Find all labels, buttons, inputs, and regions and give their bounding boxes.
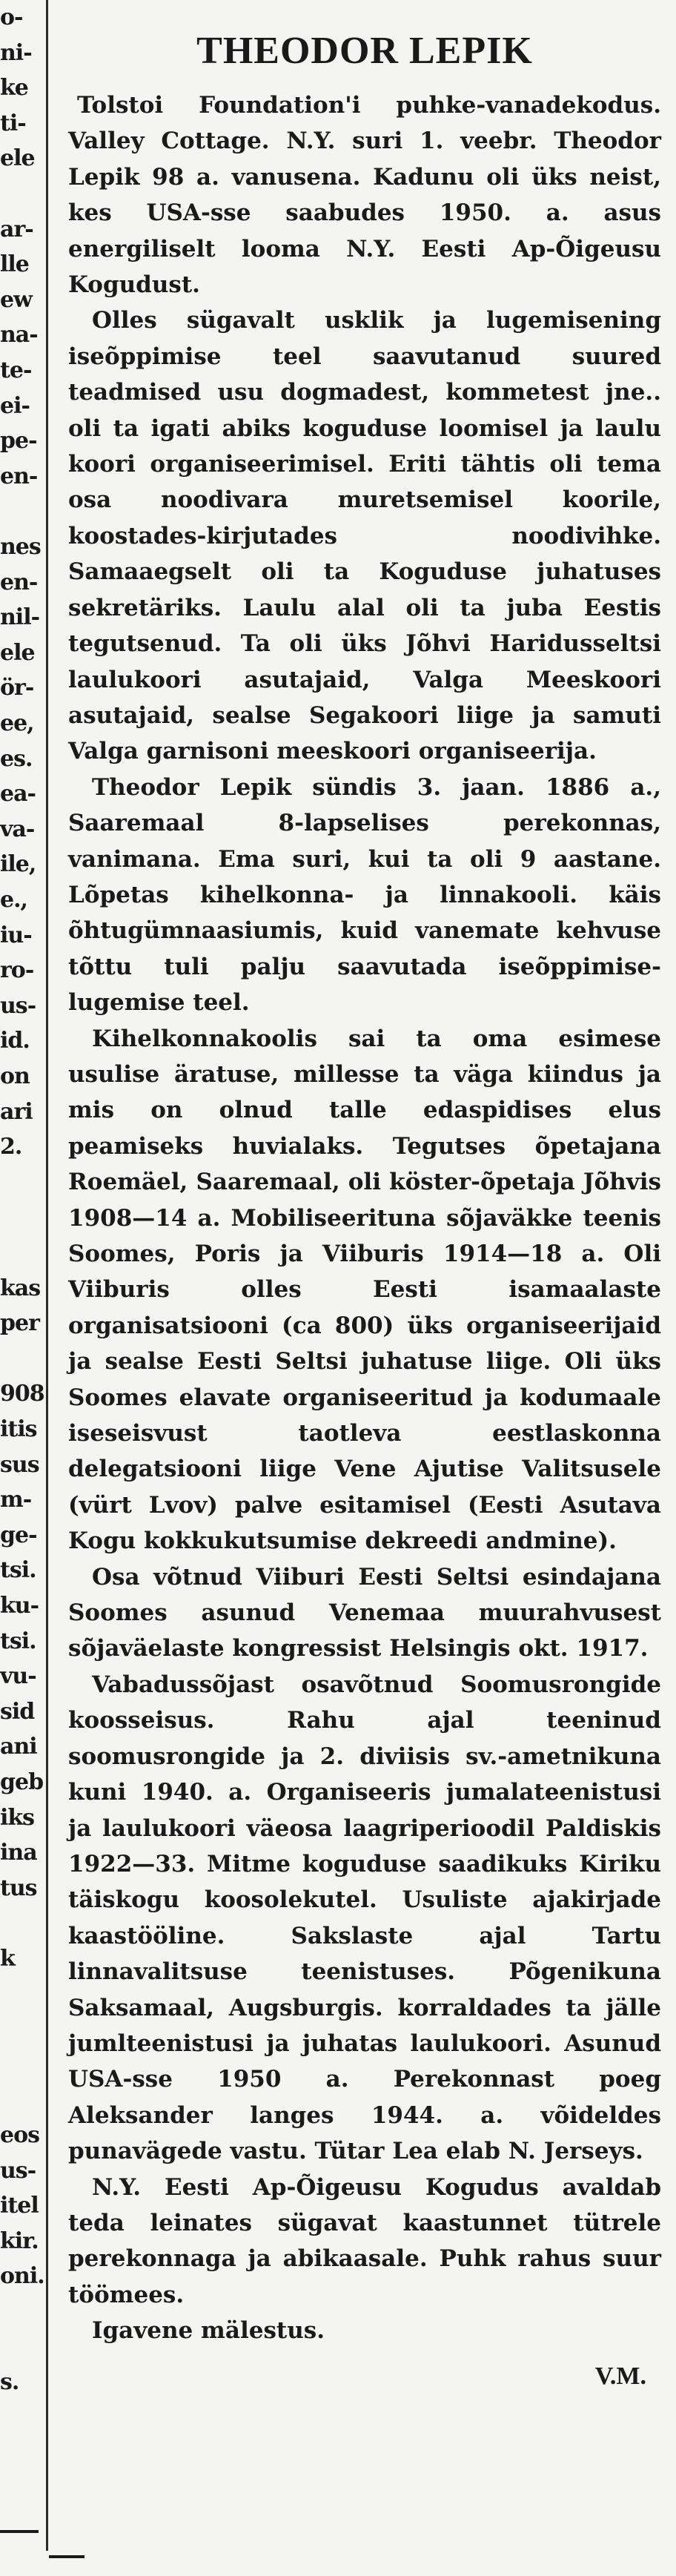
column-fragment-text: sid: [0, 1698, 35, 1725]
column-fragment-text: us-: [0, 992, 36, 1019]
column-fragment-text: en-: [0, 569, 38, 595]
column-fragment-text: ar-: [0, 216, 33, 242]
column-fragment-text: itel: [0, 2193, 39, 2219]
column-fragment-text: o-: [0, 4, 23, 30]
column-fragment-text: en-: [0, 463, 38, 489]
column-fragment-text: ani: [0, 1734, 37, 1760]
author-signature: V.M.: [594, 2362, 646, 2390]
paragraph: Tolstoi Foundation'i puhke-vanadekodus. Valley Cottage. N.Y. suri 1. veebr. Theodor Lepik 98 a. vanusena. Kadunu oli üks neist, kes USA-sse saabudes 1950. a. asus energiliselt looma N.Y. Eesti Ap-Õigeusu Kogudust.: [68, 92, 661, 299]
column-fragment-text: ör-: [0, 675, 34, 701]
obituary-article: [68, 30, 661, 2391]
paragraph: Theodor Lepik sündis 3. jaan. 1886 a., Saaremaal 8-lapselises perekonnas, vanimana. Ema suri, kui ta oli 9 aastane. Lõpetas kihelkonna- ja linnakooli. käis õhtugümnaasiumis, kuid vanemate kehvuse tõttu tuli palju saavutada iseõppimise-lugemise teel.: [68, 773, 661, 1017]
separator-rule: [0, 2530, 39, 2533]
column-fragment-text: tus: [0, 1875, 37, 1901]
column-fragment-text: pe-: [0, 428, 37, 455]
headline: THEODOR LEPIK: [196, 30, 533, 72]
column-fragment-text: m-: [0, 1487, 32, 1513]
column-fragment-text: ele: [0, 639, 35, 666]
column-fragment-text: e.,: [0, 887, 27, 913]
column-fragment-text: s.: [0, 2369, 19, 2396]
column-fragment-text: ee,: [0, 710, 34, 736]
column-fragment-text: ile,: [0, 851, 36, 878]
column-fragment-text: na-: [0, 322, 38, 349]
column-fragment-text: ari: [0, 1098, 33, 1125]
column-fragment-text: id.: [0, 1028, 30, 1054]
column-fragment-text: ni-: [0, 39, 32, 66]
column-fragment-text: nes: [0, 534, 41, 560]
paragraph: N.Y. Eesti Ap-Õigeusu Kogudus avaldab teda leinates sügavat kaastunnet tütrele perekonnaga ja abikaasale. Puhk rahus suur töömees.: [68, 2173, 661, 2308]
column-fragment-text: ei-: [0, 392, 30, 419]
column-fragment-text: ge-: [0, 1522, 37, 1548]
column-fragment-text: 2.: [0, 1134, 22, 1160]
column-fragment-text: oni.: [0, 2263, 44, 2290]
column-fragment-text: k: [0, 1946, 15, 1972]
column-fragment-text: ew: [0, 286, 32, 313]
column-fragment-text: kas: [0, 1275, 41, 1301]
paragraph: Osa võtnud Viiburi Eesti Seltsi esindajana Soomes asunud Venemaa muurahvusest sõjaväelaste kongressist Helsingis okt. 1917.: [68, 1563, 661, 1662]
paragraph: Igavene mälestus.: [92, 2317, 325, 2345]
column-fragment-text: ke: [0, 75, 28, 102]
column-fragment-text: kir.: [0, 2227, 39, 2254]
column-fragment-text: ti-: [0, 110, 26, 136]
column-fragment-text: eos: [0, 2122, 39, 2148]
paragraph: Kihelkonnakoolis sai ta oma esimese usulise äratuse, millesse ta väga kiindus ja mis on olnud talle edaspidises elus peamiseks huvialaks. Tegutses õpetajana Roemäel, Saaremaal, oli köster-õpetaja Jõhvis 1908—14 a. Mobiliseerituna sõjaväkke teenis Soomes, Poris ja Viiburis 1914—18 a. Oli Viiburis olles Eesti isamaalaste organisatsiooni (ca 800) üks organiseerijaid ja sealse Eesti Seltsi juhatuse liige. Oli üks Soomes elavate organiseeritud ja kodumaale iseseisvust taotleva eestlaskonna delegatsiooni liige Vene Ajutise Valitsusele (vürt Lvov) palve esitamisel (Eesti Asutava Kogu kokkukutsumise dekreedi andmine).: [68, 1025, 661, 1555]
column-fragment-text: itis: [0, 1416, 37, 1442]
column-fragment-text: sus: [0, 1451, 39, 1478]
column-fragment-text: tsi.: [0, 1557, 36, 1584]
column-fragment-text: 908: [0, 1381, 44, 1407]
column-fragment-text: ro-: [0, 957, 34, 984]
column-fragment-text: vu-: [0, 1663, 36, 1690]
column-fragment-text: ele: [0, 145, 35, 172]
adjacent-column-fragment: [0, 0, 44, 2576]
separator-rule: [49, 2555, 84, 2558]
column-fragment-text: per: [0, 1310, 39, 1337]
column-fragment-text: iu-: [0, 922, 32, 948]
column-fragment-text: on: [0, 1063, 30, 1089]
column-fragment-text: tsi.: [0, 1628, 36, 1654]
column-fragment-text: te-: [0, 357, 32, 383]
column-fragment-text: iks: [0, 1804, 35, 1831]
column-fragment-text: nil-: [0, 604, 40, 631]
column-fragment-text: va-: [0, 816, 35, 842]
column-fragment-text: geb: [0, 1769, 44, 1795]
column-fragment-text: lle: [0, 251, 29, 278]
column-fragment-text: us-: [0, 2157, 36, 2184]
column-fragment-text: ina: [0, 1840, 37, 1866]
column-fragment-text: es.: [0, 745, 33, 772]
column-fragment-text: ea-: [0, 781, 36, 808]
paragraph: Vabadussõjast osavõtnud Soomusrongide koosseisus. Rahu ajal teeninud soomusrongide ja 2. diviisis sv.-ametnikuna kuni 1940. a. Organiseeris jumalateenistusi ja laulukoori väeosa laagriperioodil Paldiskis 1922—33. Mitme koguduse saadikuks Kiriku täiskogu koosolekutel. Usuliste ajakirjade kaastööline. Sakslaste ajal Tartu linnavalitsuse teenistuses. Põgenikuna Saksamaal, Augsburgis. korraldades ta jälle jumlteenistusi ja juhatas laulukoori. Asunud USA-sse 1950 a. Perekonnast poeg Aleksander langes 1944. a. võideldes punavägede vastu. Tütar Lea elab N. Jerseys.: [68, 1671, 661, 2165]
column-rule: [46, 0, 48, 2551]
column-fragment-text: ku-: [0, 1593, 39, 1619]
paragraph: Olles sügavalt usklik ja lugemisening iseõppimise teel saavutanud suured teadmised usu dogmadest, kommetest jne.. oli ta igati abiks koguduse loomisel ja laulu koori organiseerimisel. Eriti tähtis oli tema osa noodivara muretsemisel koorile, koostades-kirjutades noodivihke. Samaaegselt oli ta Koguduse juhatuses sekretäriks. Laulu alal oli ta juba Eestis tegutsenud. Ta oli üks Jõhvi Haridusseltsi laulukoori asutajaid, Valga Meeskoori asutajaid, sealse Segakoori liige ja samuti Valga garnisoni meeskoori organiseerija.: [68, 307, 661, 765]
